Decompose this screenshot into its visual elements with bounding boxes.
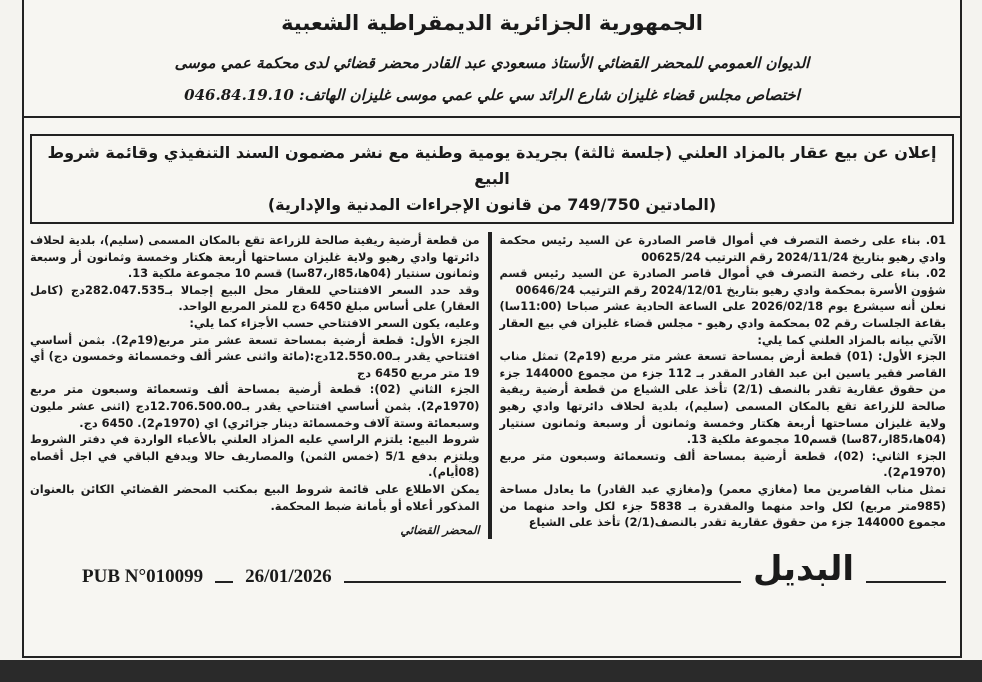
- paragraph: الجزء الأول: (01) قطعة أرض بمساحة تسعة عشر متر مربع (19م2) تمثل مناب القاصر فقير ياسين ابن عبد القادر المقدر بـ 112 جزء من مجموع 144000 جزء من حقوق عقارية تقدر بالنصف (2/1) تأخذ على الشياع من قطعة أرضية ريفية صالحة للزراعة تقع بالمكان المسمى (سليم)، بلدية لحلاف دائرتها وادي رهيو ولاية غليزان مساحتها أربعة هكتار وخمسة وثمانون أر وسبعة وثمانون سنتيار (04ها،85ار،87سا) قسم10 مجموعة ملكية 13.: [499, 349, 947, 447]
- left-column: [30, 232, 488, 539]
- right-column: [492, 232, 947, 539]
- paragraph: الجزء الثاني (02): قطعة أرضية بمساحة ألف وتسعمائة وسبعون متر مربع (1970م2). بثمن أساسي افتتاحي يقدر بـ12.706.500.00دج (اثنى عشر مليون وسبعمائة وستة آلاف وخمسمائة دينار جزائري) اي (1970م2). 6450 دج.: [30, 382, 480, 430]
- columns: [24, 232, 960, 539]
- divider: [215, 581, 233, 583]
- paragraph: الجزء الأول: قطعة أرضية بمساحة تسعة عشر متر مربع(19م2). بثمن أساسي افتتاحي يقدر بـ12.550.00دج:(مائة واثنى عشر ألف وخمسمائة وخمسون دج) أي 19 متر مربع 6450 دج: [30, 332, 480, 380]
- paragraph: وعليه، يكون السعر الافتتاحي حسب الأجزاء كما يلي:: [189, 315, 480, 330]
- divider: [866, 581, 946, 583]
- divider: [344, 581, 741, 583]
- notice-title: [30, 134, 954, 224]
- publication-date: 26/01/2026: [245, 565, 332, 587]
- paragraph: يمكن الاطلاع على قائمة شروط البيع بمكتب المحضر القضائي الكائن بالعنوان المذكور أعلاه أو بأمانة ضبط المحكمة.: [30, 481, 480, 513]
- paragraph: 02. بناء على رخصة التصرف في أموال قاصر الصادرة عن السيد رئيس قسم شؤون الأسرة بمحكمة وادي رهيو بتاريخ 2024/12/01 رقم الترتيب 00646/24: [499, 266, 946, 297]
- legal-notice: [22, 0, 962, 658]
- title-line-2: (المادتين 749/750 من قانون الإجراءات المدنية والإدارية): [267, 195, 717, 214]
- paragraph: وقد حدد السعر الافتتاحي للعقار محل البيع إجمالا بـ282.047.535دج (كامل العقار) على أساس مبلغ 6450 دج للمتر المربع الواحد.: [30, 282, 480, 314]
- address-line: اختصاص مجلس قضاء غليزان شارع الرائد سي علي عمي موسى غليزان الهاتف: 046.84.19.10: [184, 86, 800, 104]
- paragraph: 01. بناء على رخصة التصرف في أموال قاصر الصادرة عن السيد رئيس محكمة وادي رهيو بتاريخ 2024/11/24 رقم الترتيب 00625/24: [499, 233, 946, 264]
- paragraph: شروط البيع: يلتزم الراسي عليه المزاد العلني بالأعباء الواردة في دفتر الشروط ويلتزم بدفع 5/1 (خمس الثمن) والمصاريف حالا ويدفع الباقي في اجل أقصاه (08أيام).: [30, 432, 480, 480]
- office-line: الديوان العمومي للمحضر القضائي الأستاذ مسعودي عبد القادر محضر قضائي لدى محكمة عمي موسى: [174, 54, 810, 72]
- newspaper-logo: البديل: [752, 548, 854, 589]
- paragraph: من قطعة أرضية ريفية صالحة للزراعة تقع بالمكان المسمى (سليم)، بلدية لحلاف دائرتها وادي رهيو ولاية غليزان مساحتها أربعة هكتار وخمسة وثمانون أر وسبعة وثمانون سنتيار (04ها،85ار،87سا) قسم 10 مجموعة ملكية 13.: [30, 233, 480, 281]
- paragraph: نعلن أنه سيشرع يوم 2026/02/18 على الساعة الحادية عشر صباحا (11:00سا) بقاعة الجلسات رقم 02 بمحكمة وادي رهيو - مجلس قضاء غليزان في بيع العقار الآتي بيانه بالمزاد العلني كما يلي:: [499, 299, 946, 347]
- divider: [24, 116, 960, 118]
- bottom-border: [0, 660, 982, 682]
- signature: المحضر القضائي: [400, 523, 480, 538]
- republic-heading: الجمهورية الجزائرية الديمقراطية الشعبية: [281, 11, 703, 35]
- footer: [24, 549, 960, 589]
- paragraph: الجزء الثاني: (02)، قطعة أرضية بمساحة ألف وتسعمائة وسبعون متر مربع (1970م2).: [499, 448, 946, 480]
- title-line-1: إعلان عن بيع عقار بالمزاد العلني (جلسة ثالثة) بجريدة يومية وطنية مع نشر مضمون السند التنفيذي وقائمة شروط البيع: [47, 143, 937, 188]
- pub-number: PUB N°010099: [82, 565, 204, 587]
- paragraph: تمثل مناب القاصرين معا (مغازي معمر) و(مغازي عبد القادر) ما يعادل مساحة (985متر مربع) لكل واحد منهما والمقدرة بـ 5838 جزء لكل واحد منهما من مجموع 144000 جزء من حقوق عقارية تقدر بالنصف(2/1) تأخذ على الشياع: [499, 481, 946, 530]
